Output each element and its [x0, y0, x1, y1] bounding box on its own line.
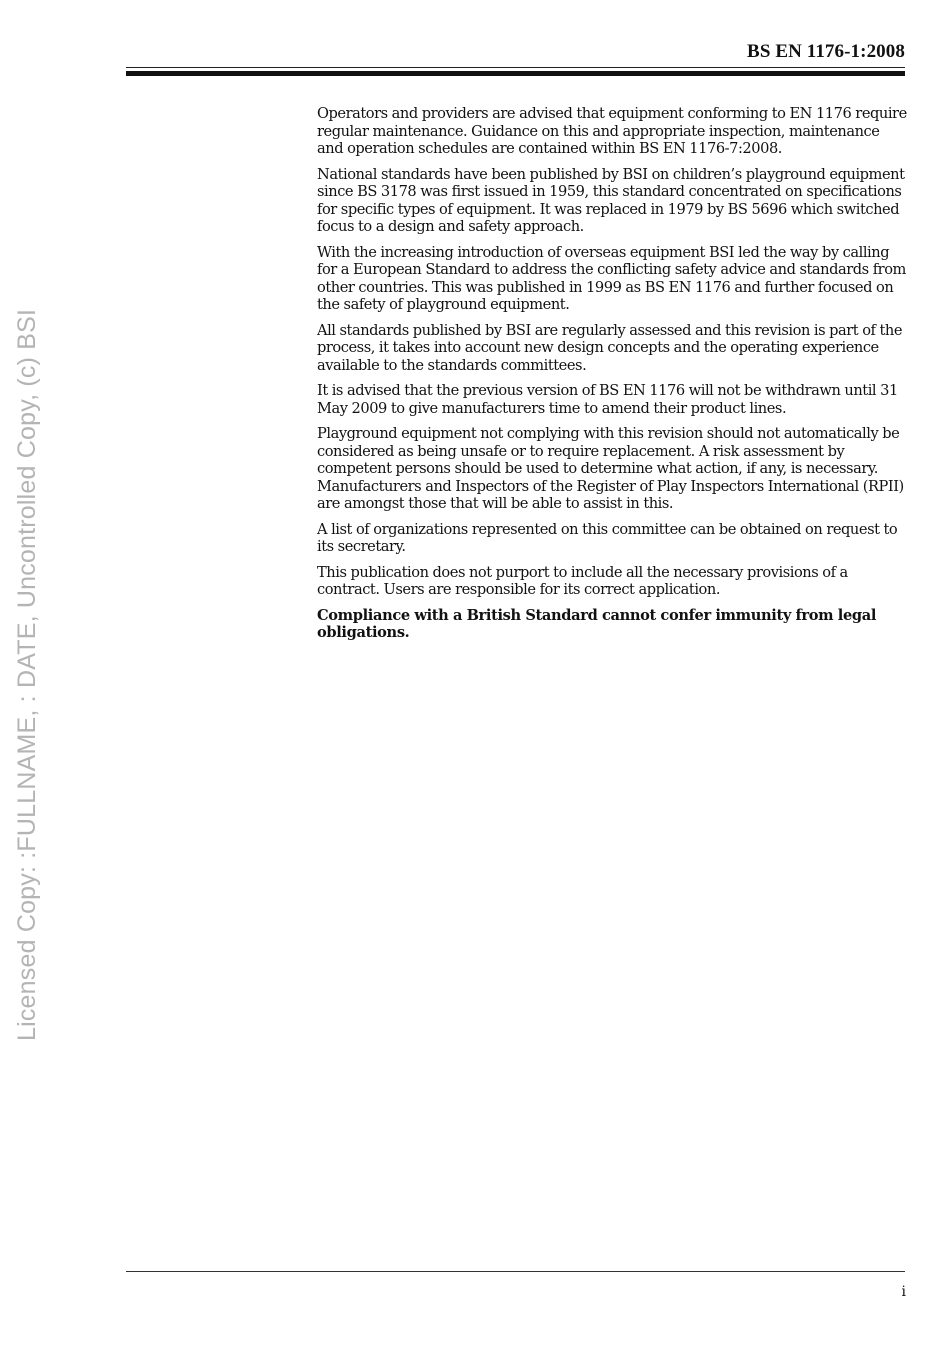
- paragraph-revision: All standards published by BSI are regularly assessed and this revision is part of the process, it takes into account new design concepts and the operating experience available to the standards committees.: [317, 321, 903, 374]
- compliance-statement: Compliance with a British Standard cannot confer immunity from legal obligations.: [317, 606, 877, 641]
- paragraph-history: National standards have been published by BSI on children’s playground equipment since BS 3178 was first issued in 1959, this standard concentrated on specifications for specific types of equipment. It was replaced in 1979 by BS 5696 which switched focus to a design and safety approach.: [317, 165, 905, 235]
- paragraph-maintenance: Operators and providers are advised that equipment conforming to EN 1176 require regular maintenance. Guidance on this and appropriate inspection, maintenance and operation schedules are contained within BS EN 1176-7:2008.: [317, 105, 907, 157]
- paragraph-contract: This publication does not purport to include all the necessary provisions of a contract. Users are responsible for its correct application.: [317, 563, 848, 598]
- paragraph-withdrawal: It is advised that the previous version of BS EN 1176 will not be withdrawn until 31 May 2009 to give manufacturers time to amend their product lines.: [317, 382, 898, 417]
- header-divider-thick: [126, 71, 905, 76]
- paragraph-european-standard: With the increasing introduction of overseas equipment BSI led the way by calling for a European Standard to address the conflicting safety advice and standards from other countries. This was published in 1999 as BS EN 1176 and further focused on the safety of playground equipment.: [317, 243, 906, 313]
- footer-divider: [126, 1271, 905, 1272]
- header-divider-thin: [126, 67, 905, 68]
- document-number-header: BS EN 1176-1:2008: [747, 41, 905, 62]
- body-text: [317, 105, 907, 650]
- page-number: i: [901, 1284, 906, 1300]
- license-watermark: Licensed Copy: :FULLNAME, : DATE, Uncontrolled Copy, (c) BSI: [13, 308, 41, 1041]
- paragraph-committee: A list of organizations represented on this committee can be obtained on request to its secretary.: [317, 520, 898, 555]
- paragraph-non-complying-equipment: Playground equipment not complying with this revision should not automatically be considered as being unsafe or to require replacement. A risk assessment by competent persons should be used to determine what action, if any, is necessary. Manufacturers and Inspectors of the Register of Play Inspectors International (RPII) are amongst those that will be able to assist in this.: [317, 425, 904, 512]
